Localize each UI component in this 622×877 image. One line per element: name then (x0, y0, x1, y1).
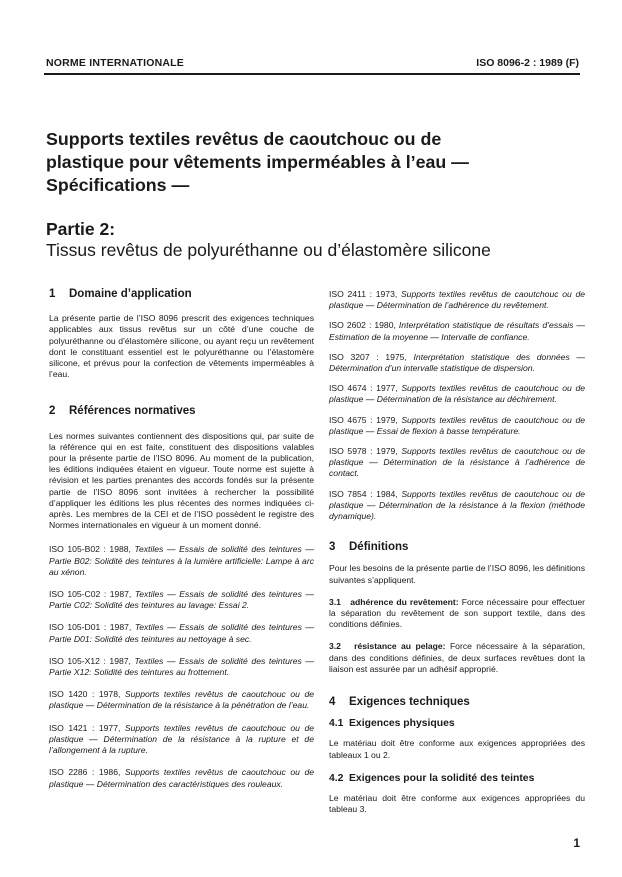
header-standard-number: ISO 8096-2 : 1989 (F) (476, 57, 579, 69)
reference-item (49, 723, 314, 757)
reference-title: Interprétation statistique des données — Détermination d’un intervalle statistique de dispersion. (329, 351, 586, 374)
paragraph: Le matériau doit être conforme aux exigences appropriées du tableau 3. (329, 793, 585, 815)
section-number: 2 (49, 405, 56, 418)
title-line-2: plastique pour vêtements imperméables à l’eau — (46, 152, 469, 172)
reference-title: Textiles — Essais de solidité des teintures — Partie B02: Solidité des teintures à la lumière artificielle: Lampe à arc au xénon. (49, 544, 314, 577)
definition-text: Force nécessaire pour effectuer la séparation du revêtement de son support textile, dans des conditions définies. (329, 596, 585, 630)
reference-item (49, 767, 314, 789)
definition-item (329, 597, 585, 631)
document-title (46, 128, 566, 197)
reference-item (329, 383, 585, 405)
section-heading (329, 542, 585, 553)
page-number: 1 (573, 836, 580, 850)
part-label: Partie 2: (46, 219, 116, 239)
definition-text: Force nécessaire à la séparation, dans des conditions définies, de deux surfaces revêtues dont la liaison est assurée par un adhésif approprié. (329, 641, 585, 674)
reference-title: Textiles — Essais de solidité des teintures — Partie X12: Solidité des teintures au frottement. (49, 655, 314, 678)
reference-title: Supports textiles revêtus de caoutchouc ou de plastique — Détermination de la résistance au déchirement. (329, 383, 585, 405)
reference-title: Textiles — Essais de solidité des teintures — Partie C02: Solidité des teintures au lavage: Essai 2. (49, 589, 314, 611)
title-line-3: Spécifications — (46, 175, 190, 195)
reference-title: Supports textiles revêtus de caoutchouc ou de plastique — Détermination de la résistance à l’adhérence de contact. (329, 446, 585, 479)
reference-item (49, 689, 314, 711)
reference-code: ISO 105-X12 : 1987, (49, 655, 131, 666)
section-title: Définitions (349, 541, 409, 554)
subsection-title: Exigences physiques (349, 718, 455, 730)
section-number: 3 (329, 541, 336, 554)
paragraph: Pour les besoins de la présente partie de l’ISO 8096, les définitions suivantes s’appliquent. (329, 563, 585, 585)
definition-term: adhérence du revêtement: (350, 596, 459, 607)
header-standard-type: NORME INTERNATIONALE (46, 57, 184, 69)
definition-number: 3.2 (329, 641, 341, 652)
reference-title: Supports textiles revêtus de caoutchouc ou de plastique — Essai de flexion à basse température. (329, 414, 585, 436)
reference-item (329, 352, 585, 374)
paragraph: Les normes suivantes contiennent des dispositions qui, par suite de la référence qui en est faite, constituent des dispositions valables pour la présente partie de l’ISO 8096. Au moment de la publication, les éditions indiquées étaient en vigueur. Toute norme est sujette à révision et les parties prenantes des accords fondés sur la présente partie de l’ISO 8096 sont invitées à rechercher la possibilité d’appliquer les éditions les plus récentes des normes indiquées ci-après. Les membres de la CEI et de l’ISO possèdent le registre des Normes internationales en vigueur à un moment donné. (49, 430, 314, 531)
section-title: Domaine d’application (69, 288, 192, 300)
reference-code: ISO 4674 : 1977, (329, 383, 398, 394)
reference-item (329, 489, 585, 523)
reference-code: ISO 2602 : 1980, (329, 320, 396, 331)
section-heading (49, 289, 314, 300)
reference-title: Supports textiles revêtus de caoutchouc ou de plastique — Détermination des caractéristiques des rouleaux. (49, 767, 315, 789)
reference-item (49, 622, 314, 644)
part-title: Tissus revêtus de polyuréthanne ou d’élastomère silicone (46, 240, 491, 260)
reference-title: Interprétation statistique de résultats d’essais — Estimation de la moyenne — Intervalle de confiance. (329, 320, 586, 342)
reference-title: Textiles — Essais de solidité des teintures — Partie D01: Solidité des teintures au nettoyage à sec. (49, 622, 314, 644)
subsection-heading (329, 773, 585, 784)
title-line-1: Supports textiles revêtus de caoutchouc ou de (46, 129, 442, 149)
reference-title: Supports textiles revêtus de caoutchouc ou de plastique — Détermination de la résistance à la flexion (méthode dynamique). (329, 488, 585, 522)
section-number: 4 (329, 696, 336, 709)
definition-number: 3.1 (329, 596, 341, 607)
reference-item (329, 446, 585, 480)
subsection-heading (329, 718, 585, 729)
reference-title: Supports textiles revêtus de caoutchouc ou de plastique — Détermination de l’adhérence du revêtement. (329, 289, 586, 311)
reference-code: ISO 105-C02 : 1987, (49, 589, 132, 600)
paragraph: Le matériau doit être conforme aux exigences appropriées des tableaux 1 ou 2. (329, 738, 585, 760)
paragraph: La présente partie de l’ISO 8096 prescrit des exigences techniques applicables aux tissus revêtus sur un côté d’une couche de polyuréthanne ou d’élastomère silicone, ou ayant reçu un revêtement dont le constituant essentiel est le polyuréthanne ou l’élastomère silicone, et prévus pour la confection de vêtements imperméables à l’eau. (49, 313, 314, 380)
reference-code: ISO 2411 : 1973, (329, 289, 398, 299)
reference-code: ISO 1421 : 1977, (49, 722, 121, 733)
subsection-number: 4.1 (329, 718, 344, 730)
reference-item (329, 320, 585, 342)
right-column (329, 289, 585, 816)
section-title: Références normatives (69, 405, 196, 418)
reference-item (329, 415, 585, 437)
reference-code: ISO 2286 : 1986, (49, 767, 121, 778)
reference-code: ISO 3207 : 1975, (329, 351, 407, 362)
subsection-number: 4.2 (329, 772, 344, 784)
section-title: Exigences techniques (349, 696, 470, 709)
header-rule (44, 73, 580, 75)
reference-code: ISO 105-D01 : 1987, (49, 622, 132, 633)
reference-title: Supports textiles revêtus de caoutchouc ou de plastique — Détermination de la résistance à la pénétration de l’eau. (49, 689, 315, 711)
section-heading (49, 406, 314, 417)
section-heading (329, 697, 585, 708)
section-number: 1 (49, 288, 56, 300)
reference-item (49, 544, 314, 578)
left-column (49, 289, 314, 790)
reference-code: ISO 1420 : 1978, (49, 689, 121, 700)
definition-term: résistance au pelage: (354, 641, 446, 652)
reference-code: ISO 105-B02 : 1988, (49, 544, 131, 555)
reference-code: ISO 5978 : 1979, (329, 446, 398, 457)
definition-item (329, 641, 585, 675)
reference-code: ISO 4675 : 1979, (329, 414, 398, 425)
subsection-title: Exigences pour la solidité des teintes (349, 772, 535, 784)
reference-item (329, 289, 585, 311)
reference-title: Supports textiles revêtus de caoutchouc ou de plastique — Détermination de la résistance à la rupture et de l’allongement à la rupture. (49, 722, 315, 756)
reference-item (49, 656, 314, 678)
reference-code: ISO 7854 : 1984, (329, 488, 398, 499)
reference-item (49, 589, 314, 611)
